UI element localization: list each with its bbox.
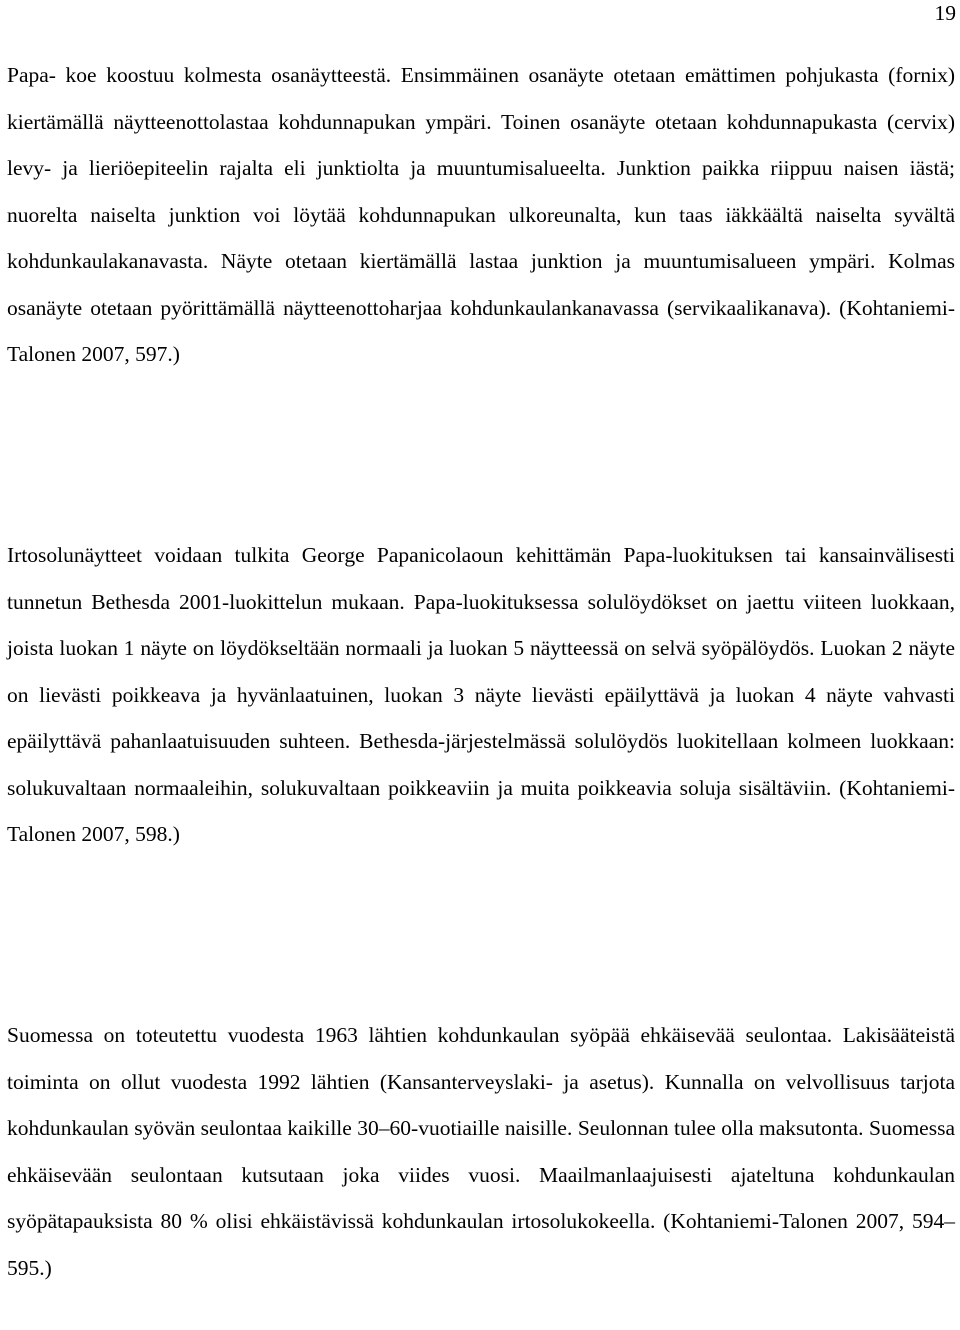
paragraph-screening-finland: Suomessa on toteutettu vuodesta 1963 lähtien kohdunkaulan syöpää ehkäisevää seulontaa. Lakisääteistä toiminta on ollut vuodesta 1992 lähtien (Kansanterveyslaki- ja asetus). Kunnalla on velvollisuus tarjota kohdunkaulan syövän seulontaa kaikille 30–60-vuotiaille naisille. Seulonnan tulee olla maksutonta. Suomessa ehkäisevään seulontaan kutsutaan joka viides vuosi. Maailmanlaajuisesti ajateltuna kohdunkaulan syöpätapauksista 80 % olisi ehkäistävissä kohdunkaulan irtosolukokeella. (Kohtaniemi-Talonen 2007, 594–595.) — [7, 1023, 955, 1280]
paragraph-papa-sampling: Papa- koe koostuu kolmesta osanäytteestä. Ensimmäinen osanäyte otetaan emättimen pohjukasta (fornix) kiertämällä näytteenottolastaa kohdunnapukan ympäri. Toinen osanäyte otetaan kohdunnapukasta (cervix) levy- ja lieriöepiteelin rajalta eli junktiolta ja muuntumisalueelta. Junktion paikka riippuu naisen iästä; nuorelta naiselta junktion voi löytää kohdunnapukan ulkoreunalta, kun taas iäkkäältä naiselta syvältä kohdunkaulakanavasta. Näyte otetaan kiertämällä lastaa junktion ja muuntumisalueen ympäri. Kolmas osanäyte otetaan pyörittämällä näytteenottoharjaa kohdunkaulankanavassa (servikaalikanava). (Kohtaniemi-Talonen 2007, 597.) — [7, 63, 955, 366]
paragraph-classification: Irtosolunäytteet voidaan tulkita George Papanicolaoun kehittämän Papa-luokituksen tai kansainvälisesti tunnetun Bethesda 2001-luokittelun mukaan. Papa-luokituksessa solulöydökset on jaettu viiteen luokkaan, joista luokan 1 näyte on löydökseltään normaali ja luokan 5 näytteessä on selvä syöpälöydös. Luokan 2 näyte on lievästi poikkeava ja hyvänlaatuinen, luokan 3 näyte lievästi epäilyttävä ja luokan 4 näyte vahvasti epäilyttävä pahanlaatuisuuden suhteen. Bethesda-järjestelmässä solulöydös luokitellaan kolmeen luokkaan: solukuvaltaan normaaleihin, solukuvaltaan poikkeaviin ja muita poikkeavia soluja sisältäviin. (Kohtaniemi-Talonen 2007, 598.) — [7, 543, 955, 846]
page-number: 19 — [934, 1, 956, 25]
